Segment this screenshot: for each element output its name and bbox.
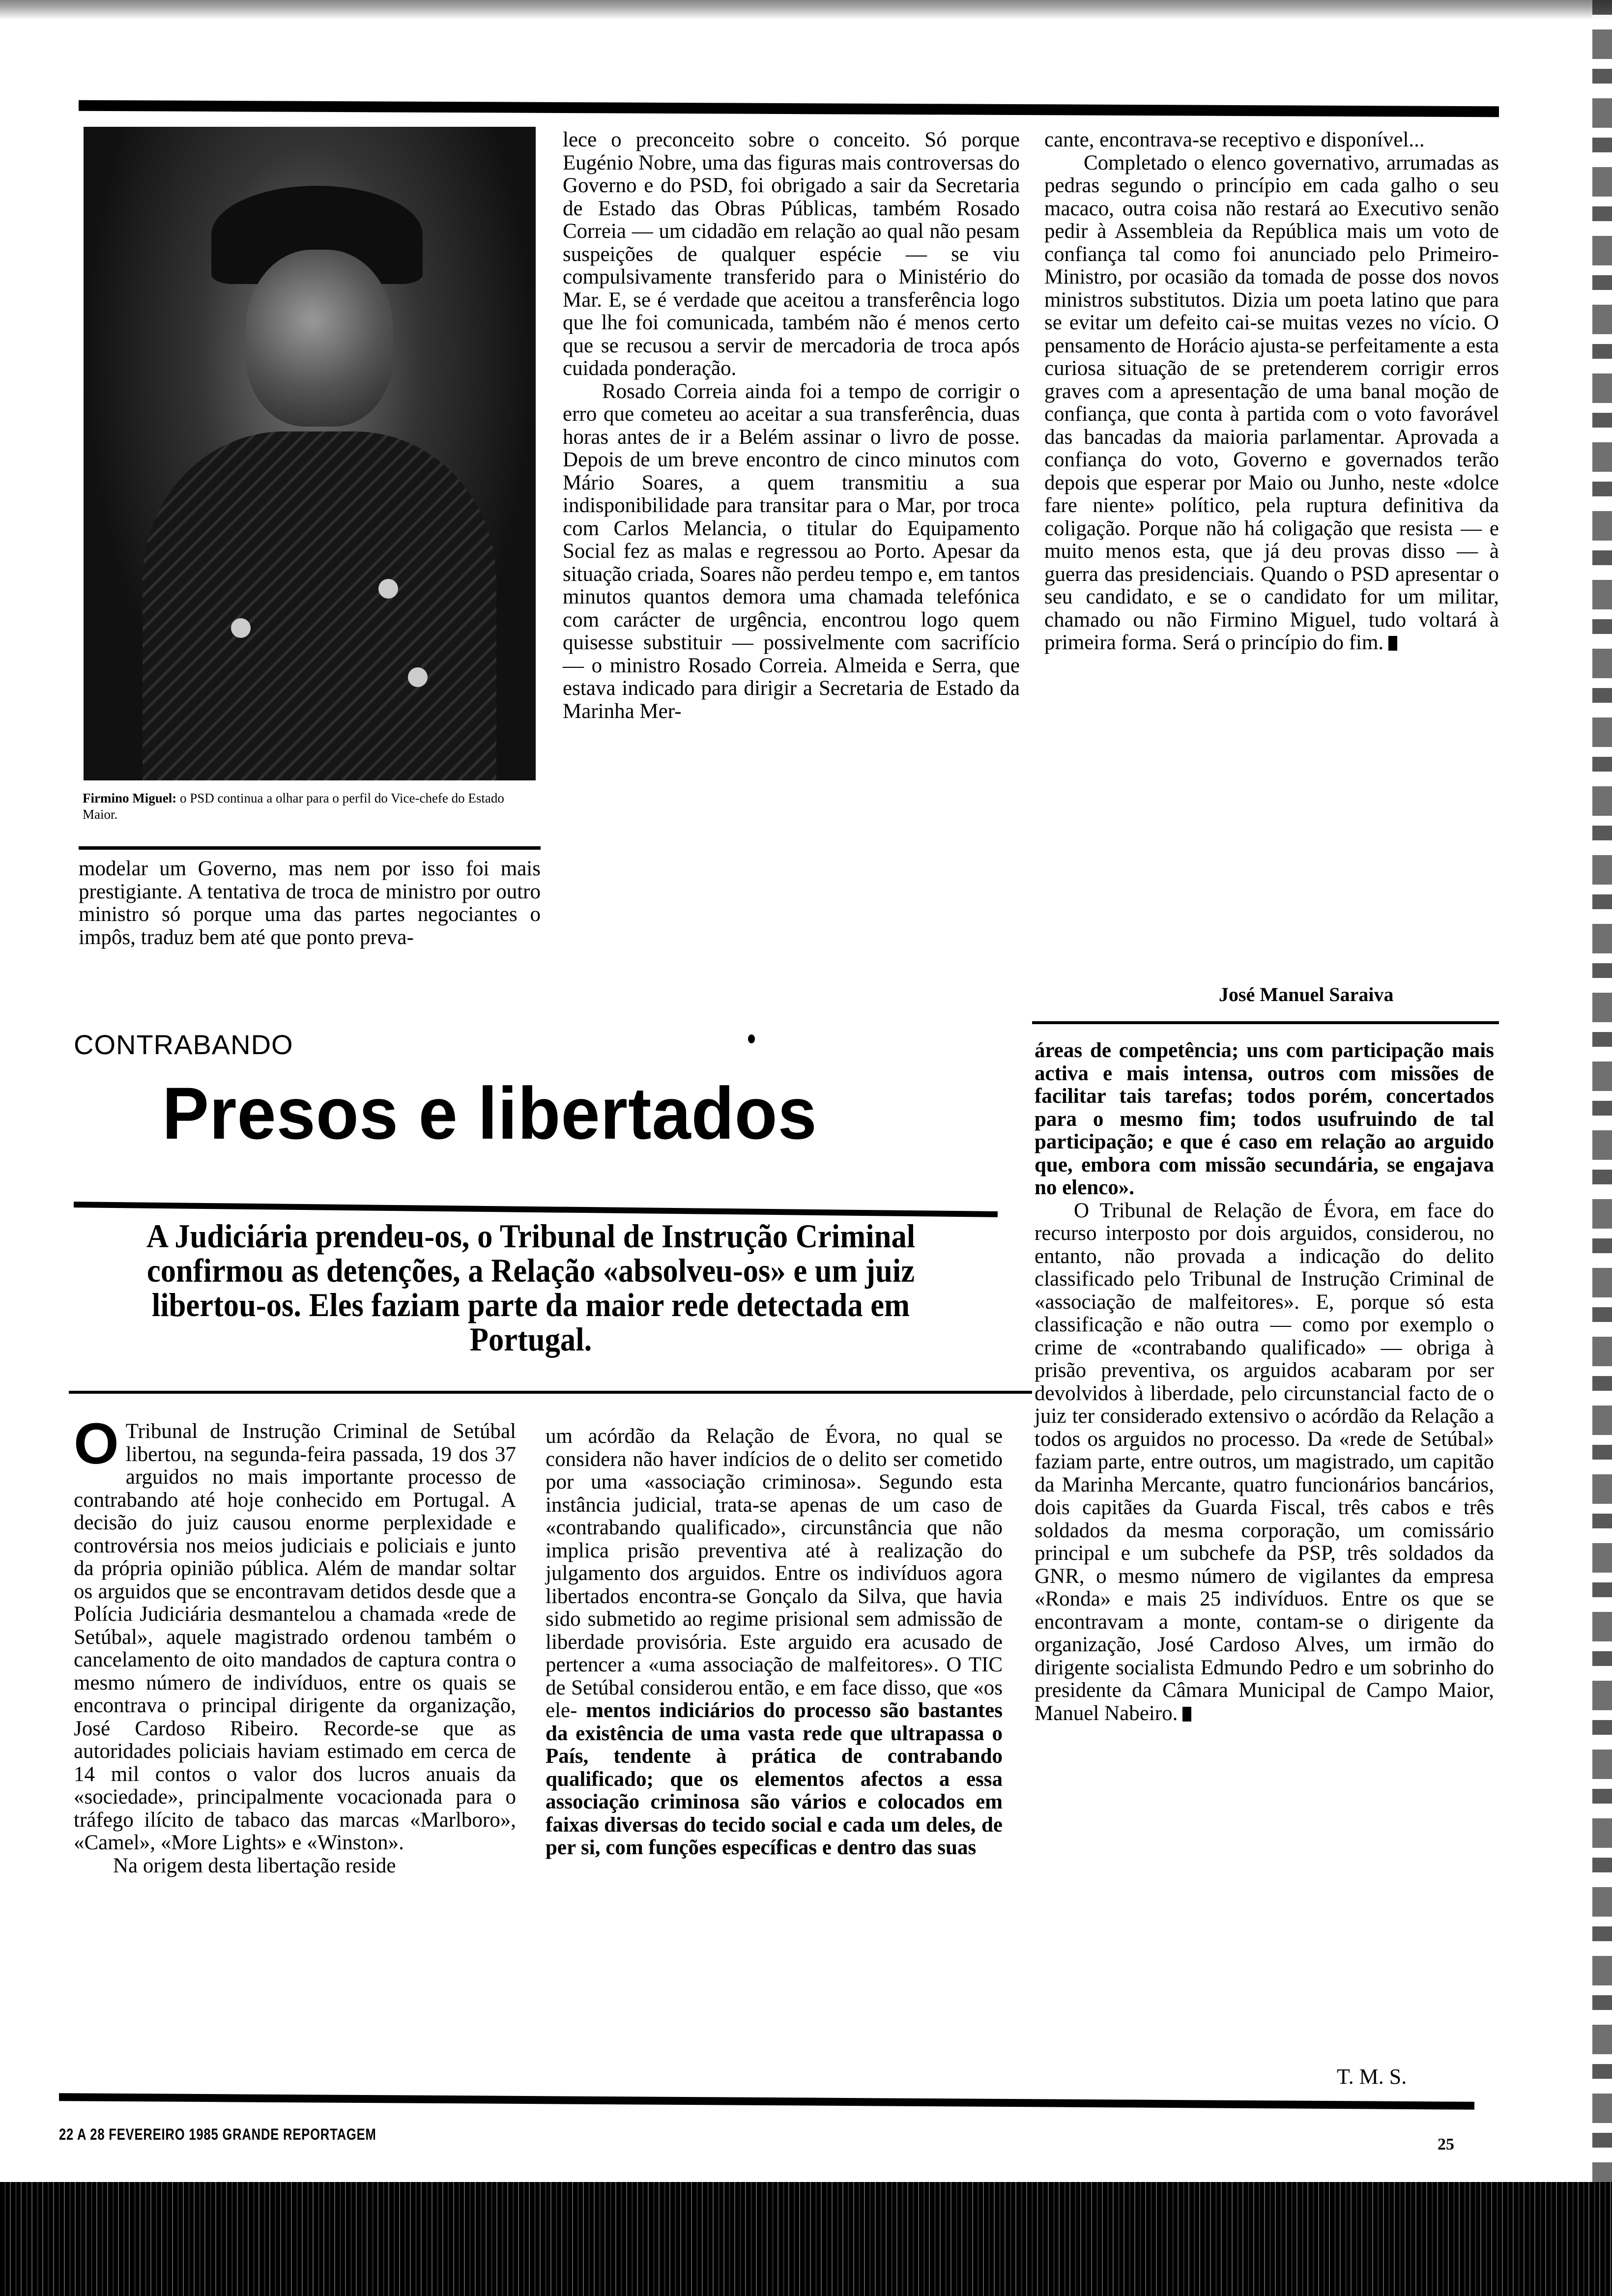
- end-mark-icon: [1182, 1707, 1191, 1722]
- caption-subject: Firmino Miguel:: [83, 791, 177, 805]
- headline: Presos e libertados: [162, 1072, 817, 1154]
- medal-icon: [408, 667, 428, 687]
- paragraph: [546, 1425, 1003, 1860]
- article2-column-3: [1035, 1039, 1494, 1725]
- bullet-dot: [748, 1034, 755, 1043]
- portrait-photo: [84, 127, 536, 780]
- end-mark-icon: [1388, 636, 1397, 651]
- paragraph: [74, 1411, 516, 1855]
- article1-column-1: [79, 858, 541, 949]
- headline-rule: [74, 1202, 998, 1217]
- paragraph: [1035, 1200, 1494, 1725]
- section-label: CONTRABANDO: [74, 1029, 293, 1060]
- face-shape: [246, 250, 393, 427]
- paragraph: modelar um Governo, mas nem por isso foi mais prestigiante. A tentativa de troca de ministro por outro ministro só porque uma das partes negociantes o impôs, traduz bem até que ponto preva-: [79, 857, 541, 949]
- drop-cap: O: [74, 1411, 119, 1476]
- author-byline: José Manuel Saraiva: [1219, 983, 1394, 1005]
- paragraph: [1044, 152, 1499, 655]
- footer-rule: [59, 2093, 1474, 2110]
- page-number: 25: [1438, 2135, 1454, 2153]
- article2-column-1: [74, 1411, 516, 1877]
- paragraph: Rosado Correia ainda foi a tempo de corrigir o erro que cometeu ao aceitar a sua transferência, duas horas antes de ir a Belém assinar o livro de posse. Depois de um breve encontro de cinco minutos com Mário Soares, a quem transmitiu a sua indisponibilidade para transitar para o Mar, por troca com Carlos Melancia, o titular do Equipamento Social fez as malas e regressou ao Porto. Apesar da situação criada, Soares não perdeu tempo e, em tantos minutos quantos demora uma chamada telefónica com carácter de urgência, encontrou logo quem quisesse substituir — possivelmente com sacrifício — o ministro Rosado Correia. Almeida e Serra, que estava indicado para dirigir a Secretaria de Estado da Marinha Mer-: [563, 379, 1020, 723]
- scan-top-edge: [0, 0, 1612, 20]
- caption-rule: [79, 846, 541, 850]
- quoted-text: mentos indiciários do processo são bastantes da existência de uma vasta rede que ultrapassa o País, tendente à prática de contrabando qualificado; que os elementos afectos a essa associação criminosa são vários e colocados em faixas diversas do tecido social e cada um deles, de per si, com funções específicas e dentro das suas: [546, 1699, 1003, 1859]
- uniform-shape: [143, 431, 496, 780]
- paragraph: lece o preconceito sobre o conceito. Só porque Eugénio Nobre, uma das figuras mais controversas do Governo e do PSD, foi obrigado a sair da Secretaria de Estado das Obras Públicas, também Rosado Correia — um cidadão em relação ao qual não pesam suspeições de qualquer espécie — se viu compulsivamente transferido para o Ministério do Mar. E, se é verdade que aceitou a transferência logo que lhe foi comunicada, também não é menos certo que se recusou a servir de mercadoria de troca após cuidada ponderação.: [563, 128, 1020, 380]
- deck-rule: [69, 1391, 1032, 1394]
- paragraph-text: Completado o elenco governativo, arrumadas as pedras segundo o princípio em cada galho o seu macaco, outra coisa não restará ao Executivo senão pedir à Assembleia da República mais um voto de confiança tal como foi anunciado pelo Primeiro-Ministro, por ocasião da tomada de posse dos novos ministros substitutos. Dizia um poeta latino que para se evitar um defeito cai-se muitas vezes no vício. O pensamento de Horácio ajusta-se perfeitamente a esta curiosa situação de se pretenderem corrigir erros graves com a apresentação de uma banal moção de confiança, que conta à partida com o voto favorável das bancadas da maioria parlamentar. Aprovada a confiança do voto, Governo e governados terão depois que esperar por Maio ou Junho, neste «dolce fare niente» político, pela ruptura definitiva da coligação. Porque não há coligação que resista — e muito menos esta, que já deu provas disso — à guerra das presidenciais. Quando o PSD apresentar o seu candidato, e se o candidato for um militar, chamado ou não Firmino Miguel, tudo voltará à primeira forma. Será o princípio do fim.: [1044, 151, 1499, 654]
- photo-caption: [83, 790, 535, 823]
- paragraph: Na origem desta libertação reside: [113, 1854, 396, 1877]
- quoted-text: áreas de competência; uns com participação mais activa e mais intensa, outros com missões de facilitar tais tarefas; todos porém, concertados para o mesmo fim; todos usufruindo de tal participação; e que é caso em relação ao arguido que, embora com missão secundária, se engajava no elenco».: [1035, 1039, 1494, 1199]
- article2-column-2: [546, 1425, 1003, 1860]
- scan-bottom-edge: [0, 2182, 1612, 2296]
- deck: A Judiciária prendeu-os, o Tribunal de Instrução Criminal confirmou as detenções, a Relação «absolveu-os» e um juiz libertou-os. Eles faziam parte da maior rede detectada em Portugal.: [146, 1217, 916, 1358]
- caption-text: o PSD continua a olhar para o perfil do Vice-chefe do Estado Maior.: [83, 791, 504, 822]
- author-byline: T. M. S.: [1337, 2065, 1407, 2089]
- medal-icon: [378, 579, 398, 599]
- paragraph-text: um acórdão da Relação de Évora, no qual se considera não haver indícios de o delito ser cometido por uma «associação criminosa». Segundo esta instância judicial, trata-se apenas de um caso de «contrabando qualificado», circunstância que não implica prisão preventiva até à realização do julgamento dos arguidos. Entre os indivíduos agora libertados encontra-se Gonçalo da Silva, que havia sido submetido ao regime prisional sem admissão de liberdade provisória. Este arguido era acusado de pertencer a «uma associação de malfeitores». O TIC de Setúbal considerou então, e em face disso, que «os ele-: [546, 1425, 1003, 1722]
- top-rule: [79, 100, 1499, 117]
- article1-column-3: [1044, 129, 1499, 655]
- article1-column-2: [563, 129, 1020, 723]
- medal-icon: [231, 618, 251, 638]
- paragraph-text: Tribunal de Instrução Criminal de Setúbal libertou, na segunda-feira passada, 19 dos 37 arguidos no mais importante processo de contrabando até hoje conhecido em Portugal. A decisão do juiz causou enorme perplexidade e controvérsia nos meios judiciais e policiais e junto da própria opinião pública. Além de mandar soltar os arguidos que se encontravam detidos desde que a Polícia Judiciária desmantelou a chamada «rede de Setúbal», aquele magistrado ordenou também o cancelamento de oito mandados de captura contra o mesmo número de indivíduos, entre os quais se encontrava o principal dirigente da organização, José Cardoso Ribeiro. Recorde-se que as autoridades policiais haviam estimado em cerca de 14 mil contos o valor dos lucros anuais da «sociedade», principalmente vocacionada para o tráfego ilícito de tabaco das marcas «Marlboro», «Camel», «More Lights» e «Winston».: [74, 1420, 516, 1854]
- paragraph-text: O Tribunal de Relação de Évora, em face do recurso interposto por dois arguidos, considerou, no entanto, não provada a indicação do delito classificado pelo Tribunal de Instrução Criminal de «associação de malfeitores». E, porque só esta classificação e não outra — como por exemplo o crime de «contrabando qualificado» — obriga à prisão preventiva, os arguidos acabaram por ser devolvidos à liberdade, pelo circunstancial facto de o juiz ter considerado extensivo o acórdão da Relação a todos os arguidos no processo. Da «rede de Setúbal» faziam parte, entre outros, um magistrado, um capitão da Marinha Mercante, quatro funcionários bancários, dois capitães da Guarda Fiscal, três cabos e três soldados da mesma corporação, um comissário principal e um subchefe da PSP, três soldados da GNR, o mesmo número de vigilantes da empresa «Ronda» e mais 25 indivíduos. Entre os que se encontravam a monte, contam-se o dirigente da organização, José Cardoso Alves, um irmão do dirigente socialista Edmundo Pedro e um sobrinho do presidente da Câmara Municipal de Campo Maior, Manuel Nabeiro.: [1035, 1199, 1494, 1725]
- scan-right-edge: [1592, 0, 1612, 2296]
- paragraph: cante, encontrava-se receptivo e disponível...: [1044, 128, 1425, 151]
- footer-issue-line: 22 A 28 FEVEREIRO 1985 GRANDE REPORTAGEM: [59, 2125, 376, 2143]
- section-rule-right: [1032, 1021, 1499, 1024]
